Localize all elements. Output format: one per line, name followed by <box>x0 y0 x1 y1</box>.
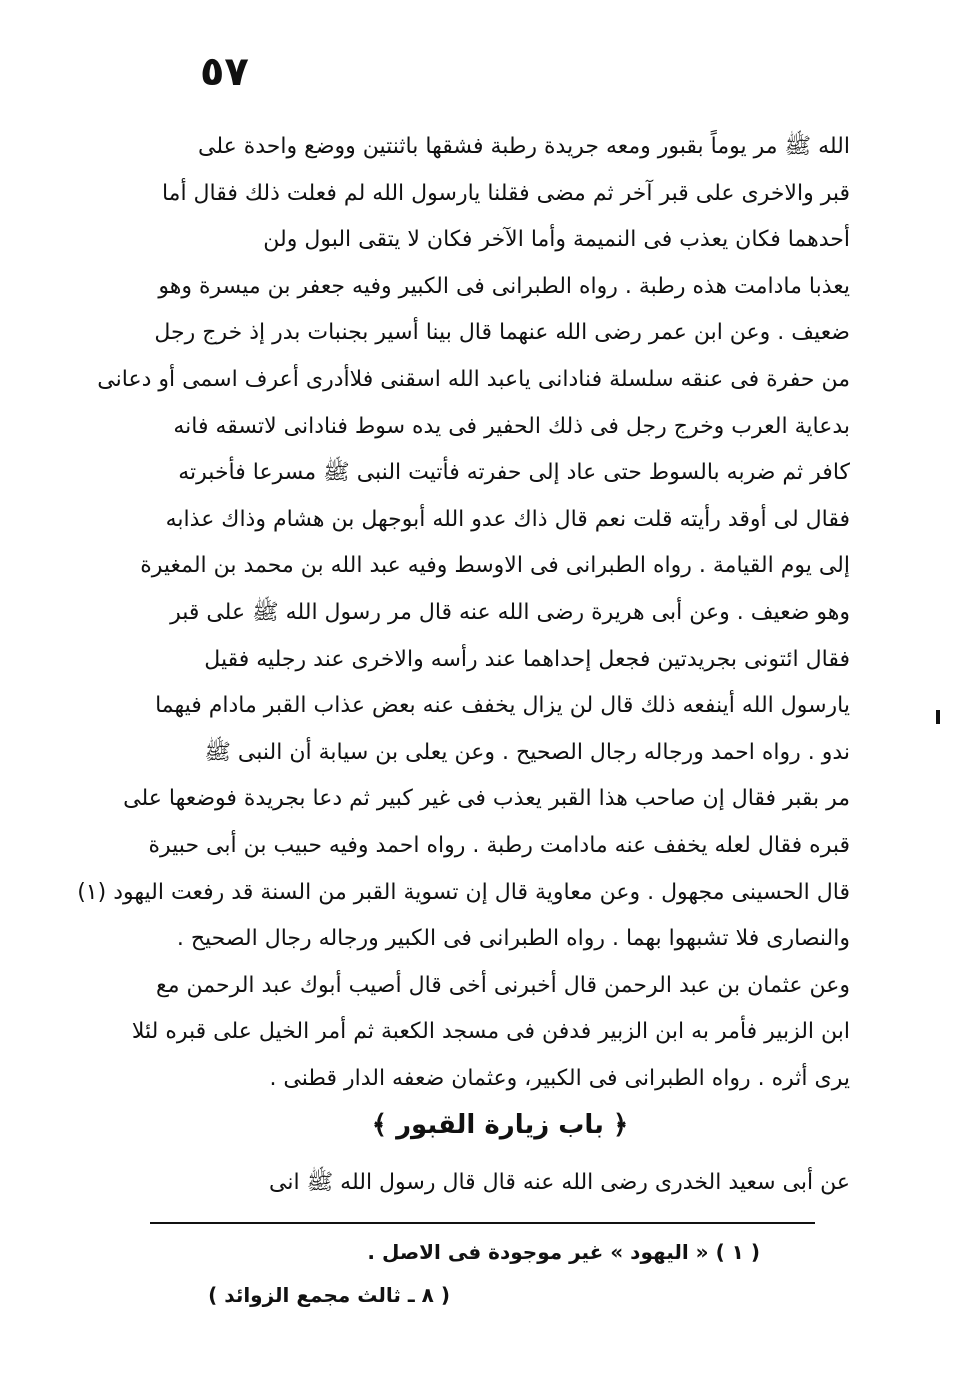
footnote-divider <box>150 1222 815 1224</box>
text-line: مر بقبر فقال إن صاحب هذا القبر يعذب فى غير كبير ثم دعا بجريدة فوضعها على <box>123 786 850 812</box>
text-line: قال الحسينى مجهول . وعن معاوية قال إن تسوية القبر من السنة قد رفعت اليهود (١) <box>77 879 850 905</box>
section-heading: ﴿ باب زيارة القبور ﴾ <box>371 1110 629 1140</box>
text-line: فقال لى أوقد رأيته قلت نعم قال ذاك عدو الله أبوجهل بن هشام وذاك عذابه <box>165 506 850 532</box>
text-line: والنصارى فلا تشبهوا بهما . رواه الطبرانى فى الكبير ورجاله رجال الصحيح . <box>176 926 850 952</box>
text-line: قبره فقال لعله يخفف عنه مادامت رطبة . رواه احمد وفيه حبيب بن أبى حبيرة <box>148 832 850 858</box>
text-line: بدعاية العرب وخرج رجل فى ذلك الحفير فى يده سوط فنادانى لاتسقه فانه <box>173 413 850 439</box>
text-line: ضعيف . وعن ابن عمر رضى الله عنهما قال بينا أسير بجنبات بدر إذ خرج رجل <box>154 320 850 346</box>
text-line: كافر ثم ضربه بالسوط حتى عاد إلى حفرته فأتيت النبى ﷺ مسرعا فأخبرته <box>178 460 850 486</box>
section-first-line: عن أبى سعيد الخدرى رضى الله عنه قال قال رسول الله ﷺ انى <box>269 1170 850 1195</box>
page-number: ٥٧ <box>200 49 249 95</box>
text-line: وهو ضعيف . وعن أبى هريرة رضى الله عنه قال مر رسول الله ﷺ على قبر <box>170 599 850 625</box>
body-text <box>77 124 850 1102</box>
text-line: فقال ائتونى بجريدتين فجعل إحداهما عند رأسه والاخرى عند رجليه فقيل <box>204 646 850 672</box>
text-line: من حفرة فى عنقه سلسلة فنادانى ياعبد الله اسقنى فلاأدرى أعرف اسمى أو دعانى <box>97 366 850 392</box>
text-line: أحدهما فكان يعذب فى النميمة وأما الآخر فكان لا يتقى البول ولن <box>263 227 850 253</box>
text-line: ندو . رواه احمد ورجاله رجال الصحيح . وعن يعلى بن سيابة أن النبى ﷺ <box>204 739 850 765</box>
text-line: قبر والاخرى على قبر آخر ثم مضى فقلنا يارسول الله لم فعلت ذلك فقال أما <box>161 180 850 206</box>
printer-signature: ( ٨ ـ ثالث مجمع الزوائد ) <box>208 1283 450 1307</box>
footnote: ( ١ ) « اليهود » غير موجودة فى الاصل . <box>367 1240 760 1264</box>
text-line: إلى يوم القيامة . رواه الطبرانى فى الاوسط وفيه عبد الله بن محمد بن المغيرة <box>140 553 850 579</box>
margin-mark <box>936 710 940 724</box>
text-line: يارسول الله أينفعه ذلك قال لن يزال يخفف عنه بعض عذاب القبر مادام فيهما <box>155 693 850 719</box>
text-line: يرى أثره . رواه الطبرانى فى الكبير، وعثمان ضعفه الدار قطنى . <box>269 1065 850 1091</box>
text-line: يعذبا مادامت هذه رطبة . رواه الطبرانى فى الكبير وفيه جعفر بن ميسرة وهو <box>158 273 850 299</box>
text-line: وعن عثمان بن عبد الرحمن قال أخبرنى أخى قال أصيب أبوك عبد الرحمن مع <box>156 972 850 998</box>
text-line: ابن الزبير فأمر به ابن الزبير فدفن فى مسجد الكعبة ثم أمر الخيل على قبره لئلا <box>131 1019 850 1045</box>
text-line: الله ﷺ مر يوماً بقبور ومعه جريدة رطبة فشقها باثنتين ووضع واحدة على <box>197 134 850 159</box>
